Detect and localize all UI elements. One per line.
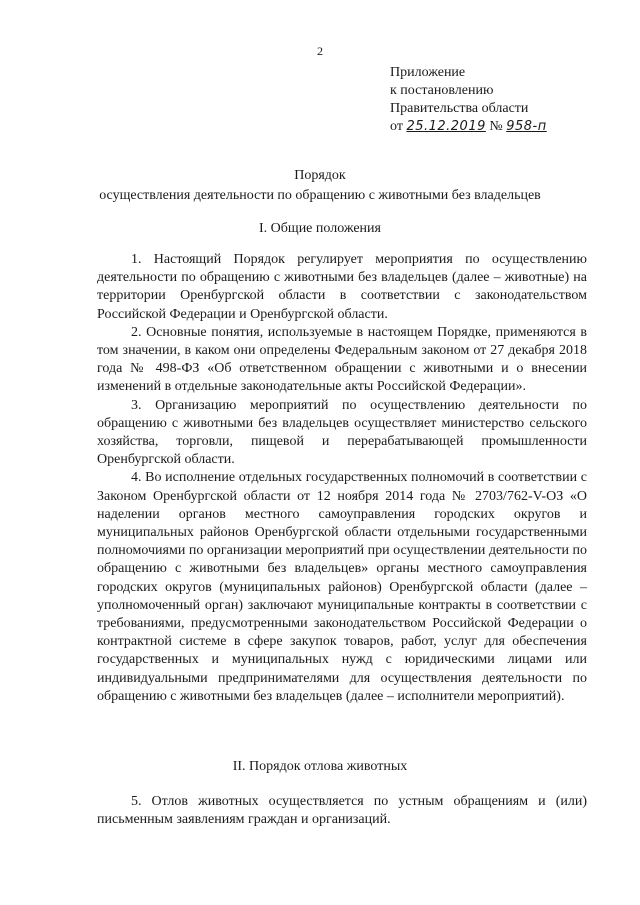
page-number: 2 — [317, 44, 323, 58]
resolution-number: 958-п — [506, 119, 547, 134]
appendix-line-2: к постановлению — [390, 83, 494, 98]
appendix-line-3: Правительства области — [390, 101, 529, 116]
section-1-body — [97, 251, 587, 706]
appendix-line-1: Приложение — [390, 65, 466, 80]
date-prefix: от — [390, 119, 403, 134]
section-2-heading: II. Порядок отлова животных — [232, 759, 408, 774]
appendix-date-line — [390, 118, 547, 136]
paragraph-4: 4. Во исполнение отдельных государственных полномочий в соответствии с Законом Оренбургской области от 12 ноября 2014 года № 2703/762-V-ОЗ «О наделении органов местного самоуправления городских округов и муниципальных районов Оренбургской области отдельными государственными полномочиями по организации мероприятий при осуществлении деятельности по обращению с животными без владельцев» органы местного самоуправления городских округов (муниципальных районов) Оренбургской области (далее – уполномоченный орган) заключают муниципальные контракты в соответствии с требованиями, предусмотренными законодательством Российской Федерации о контрактной системе в сфере закупок товаров, работ, услуг для обеспечения государственных и муниципальных нужд с юридическими лицами или индивидуальными предпринимателями для осуществления деятельности по обращению с животными без владельцев (далее – исполнители мероприятий). — [97, 470, 587, 704]
appendix-block — [390, 64, 547, 136]
paragraph-3: 3. Организацию мероприятий по осуществлению деятельности по обращению с животными без владельцев осуществляет министерство сельского хозяйства, торговли, пищевой и перерабатывающей промышленности Оренбургской области. — [97, 397, 587, 468]
section-1-heading: I. Общие положения — [259, 221, 381, 236]
document-title: Порядок — [294, 168, 346, 183]
paragraph-5: 5. Отлов животных осуществляется по устным обращениям и (или) письменным заявлениям граждан и организаций. — [97, 794, 587, 828]
document-subtitle: осуществления деятельности по обращению с животными без владельцев — [99, 188, 541, 203]
resolution-date: 25.12.2019 — [406, 119, 486, 134]
paragraph-2: 2. Основные понятия, используемые в настоящем Порядке, применяются в том значении, в каком они определены Федеральным законом от 27 декабря 2018 года № 498-ФЗ «Об ответственном обращении с животными и о внесении изменений в отдельные законодательные акты Российской Федерации». — [97, 324, 587, 395]
number-prefix: № — [489, 119, 503, 134]
paragraph-1: 1. Настоящий Порядок регулирует мероприятия по осуществлению деятельности по обращению с животными без владельцев (далее – животные) на территории Оренбургской области в соответствии с законодательством Российской Федерации и Оренбургской области. — [97, 252, 587, 322]
section-2-body — [97, 793, 587, 829]
